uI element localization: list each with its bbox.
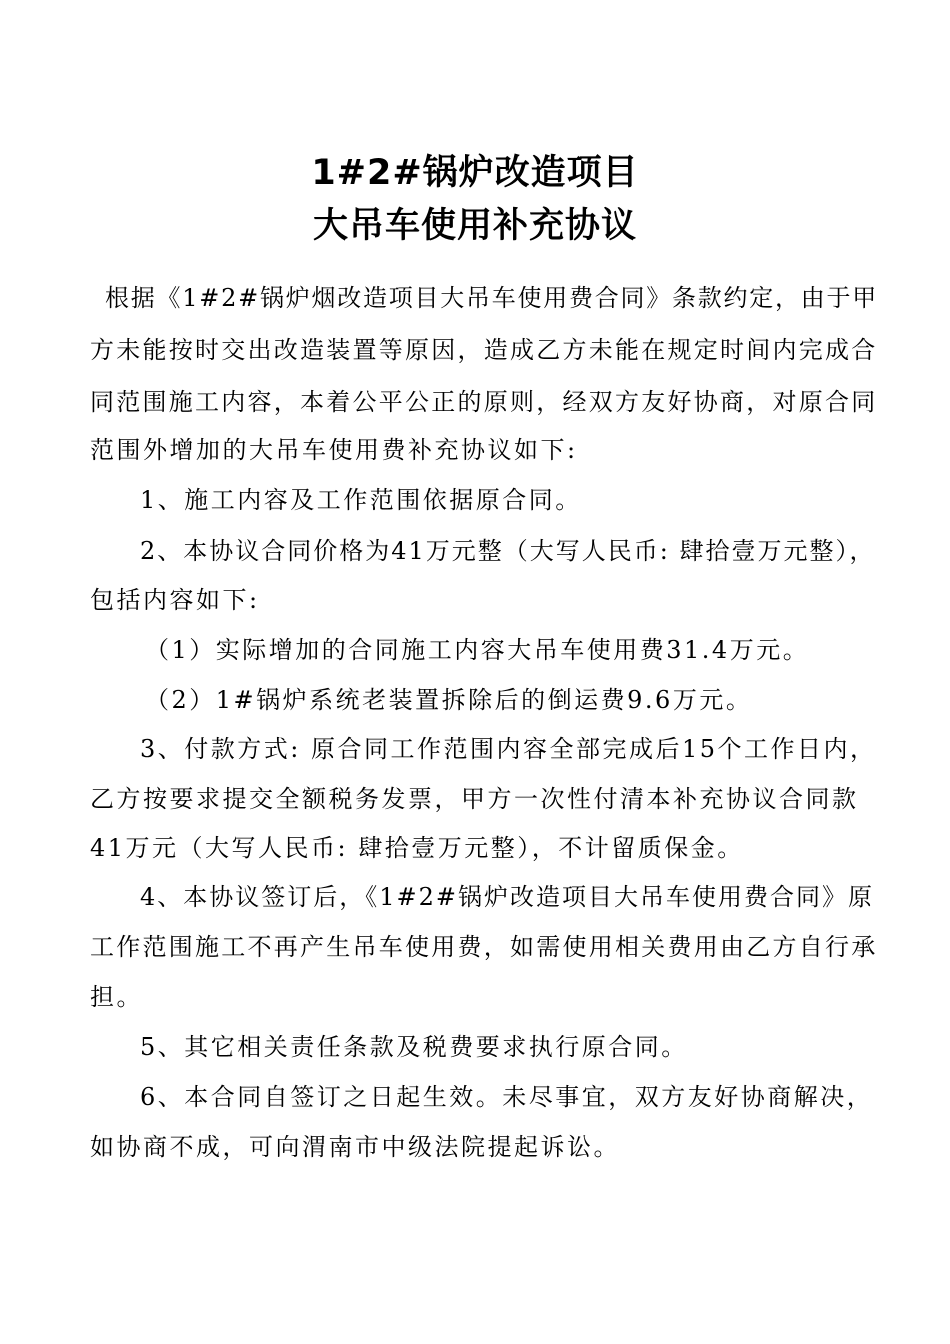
body-line: 如协商不成，可向渭南市中级法院提起诉讼。 bbox=[90, 1133, 620, 1161]
body-line: 4、本协议签订后，《1#2#锅炉改造项目大吊车使用费合同》原 bbox=[140, 883, 875, 911]
body-line: 范围外增加的大吊车使用费补充协议如下: bbox=[90, 436, 578, 464]
body-line: 根据《1#2#锅炉烟改造项目大吊车使用费合同》条款约定，由于甲 bbox=[105, 284, 879, 312]
document-title-line-1: 1#2#锅炉改造项目 bbox=[311, 153, 639, 193]
body-line: 41万元（大写人民币: 肆拾壹万元整），不计留质保金。 bbox=[90, 834, 744, 862]
body-line: 5、其它相关责任条款及税费要求执行原合同。 bbox=[140, 1033, 688, 1061]
body-line: 方未能按时交出改造装置等原因，造成乙方未能在规定时间内完成合 bbox=[90, 336, 878, 364]
document-title-line-2: 大吊车使用补充协议 bbox=[312, 206, 637, 246]
body-line: 担。 bbox=[90, 983, 143, 1011]
body-line: 同范围施工内容，本着公平公正的原则，经双方友好协商，对原合同 bbox=[90, 388, 878, 416]
body-line: 3、付款方式: 原合同工作范围内容全部完成后15个工作日内， bbox=[140, 735, 877, 763]
body-line: 乙方按要求提交全额税务发票，甲方一次性付清本补充协议合同款 bbox=[90, 785, 859, 813]
body-line: 2、本协议合同价格为41万元整（大写人民币: 肆拾壹万元整）， bbox=[140, 537, 876, 565]
body-line: 6、本合同自签订之日起生效。未尽事宜，双方友好协商解决， bbox=[140, 1083, 874, 1111]
body-line: 1、施工内容及工作范围依据原合同。 bbox=[140, 486, 582, 514]
body-line: （2）1#锅炉系统老装置拆除后的倒运费9.6万元。 bbox=[145, 686, 753, 714]
body-line: （1）实际增加的合同施工内容大吊车使用费31.4万元。 bbox=[145, 636, 810, 664]
body-line: 工作范围施工不再产生吊车使用费，如需使用相关费用由乙方自行承 bbox=[90, 933, 878, 961]
body-line: 包括内容如下: bbox=[90, 586, 260, 614]
